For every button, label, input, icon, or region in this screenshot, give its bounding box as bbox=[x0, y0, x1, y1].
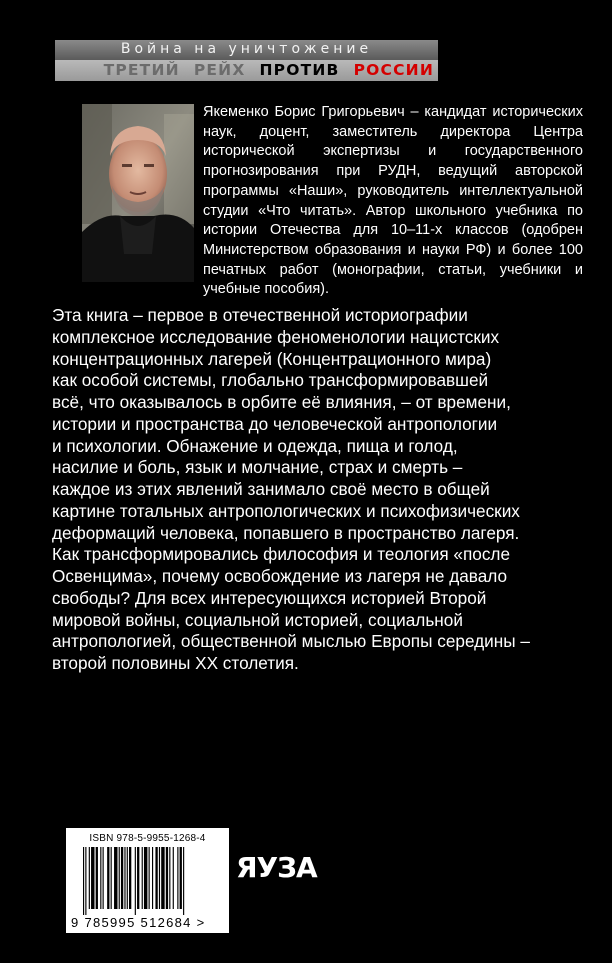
series-subtitle bbox=[55, 60, 438, 81]
annotation-line: Освенцима», почему освобождение из лагеря не давало bbox=[52, 566, 508, 586]
annotation-line: антропологией, общественной мыслью Европы середины – bbox=[52, 631, 530, 652]
annotation-line: каждое из этих явлений занимало своё место в общей bbox=[52, 479, 490, 499]
annotation-line: насилие и боль, язык и молчание, страх и смерть – bbox=[52, 457, 463, 478]
annotation-line: комплексное исследование феноменологии нацистских bbox=[52, 326, 500, 347]
author-photo-image bbox=[82, 104, 194, 282]
barcode-box bbox=[66, 828, 229, 933]
series-word-1: ТРЕТИЙ bbox=[103, 61, 180, 79]
annotation-line: картине тотальных антропологических и психофизических bbox=[52, 500, 520, 521]
author-bio: Якеменко Борис Григорьевич – кандидат исторических наук, доцент, заместитель директора Центра исторической экспертизы и государственного прогнозирования при РУДН, ведущий авторской программы «Наши», руководитель интеллектуальной студии «Что читать». Автор школьного учебника по истории Отечества для 10–11-х классов (одобрен Министерством образования и науки РФ) и более 100 печатных работ (монографии, статьи, учебники и учебные пособия). bbox=[203, 104, 583, 298]
annotation-line: Как трансформировались философия и теология «после bbox=[52, 544, 511, 565]
series-title: Война на уничтожение bbox=[120, 41, 373, 57]
publisher-logo-text: ЯУЗА bbox=[236, 851, 317, 884]
annotation-line: Эта книга – первое в отечественной историографии bbox=[52, 305, 468, 325]
annotation-line: свободы? Для всех интересующихся историей Второй bbox=[52, 587, 487, 608]
barcode-digits: 9 785995 512684 > bbox=[71, 915, 206, 930]
series-word-4: РОССИИ bbox=[353, 61, 434, 79]
isbn-label: ISBN 978-5-9955-1268-4 bbox=[89, 833, 206, 844]
annotation-line: деформаций человека, попавшего в пространство лагеря. bbox=[52, 522, 520, 543]
annotation-line: мировой войны, социальной историей, социальной bbox=[52, 609, 463, 630]
annotation-line: второй половины XX столетия. bbox=[52, 653, 299, 673]
annotation-line: истории и пространства до человеческой антропологии bbox=[52, 413, 498, 434]
series-word-3: ПРОТИВ bbox=[259, 61, 340, 79]
annotation-line: и психологии. Обнажение и одежда, пища и голод, bbox=[52, 435, 458, 456]
annotation-line: концентрационных лагерей (Концентрационного мира) bbox=[52, 348, 492, 369]
annotation-line: всё, что оказывалось в орбите её влияния, – от времени, bbox=[52, 392, 511, 412]
author-photo bbox=[82, 104, 194, 282]
publisher-logo bbox=[236, 846, 317, 884]
series-word-2: РЕЙХ bbox=[193, 61, 246, 79]
publisher-logo-icon bbox=[236, 846, 317, 884]
barcode-icon bbox=[81, 847, 217, 915]
annotation-line: как особой системы, глобально трансформировавшей bbox=[52, 370, 489, 391]
series-banner bbox=[55, 40, 438, 81]
book-annotation bbox=[52, 305, 552, 675]
